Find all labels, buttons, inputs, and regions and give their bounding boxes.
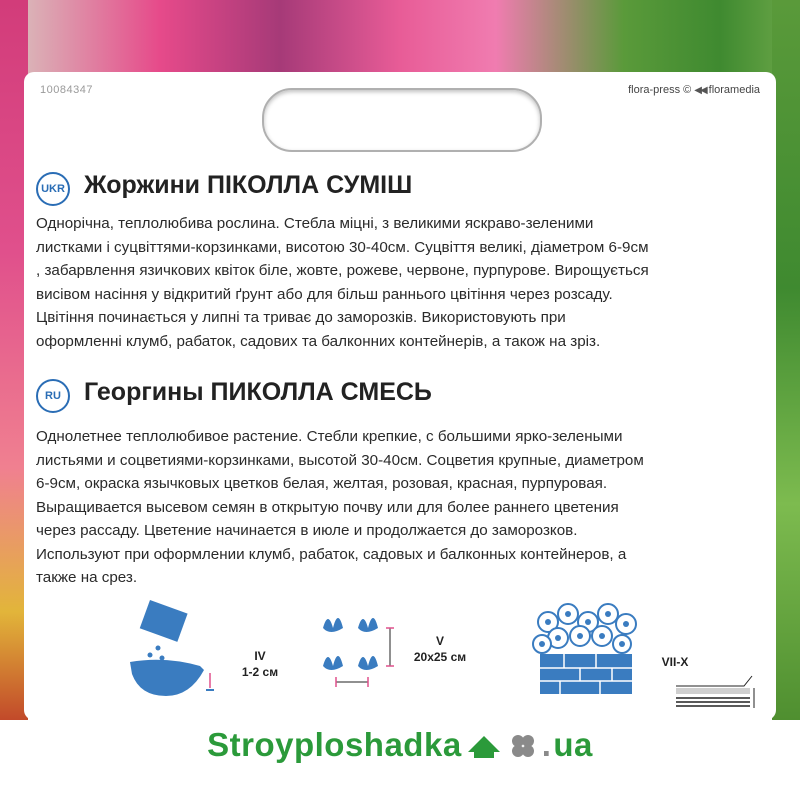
title-ukr-normal: Жоржини	[84, 171, 201, 199]
text-line: , забарвлення язичкових квіток біле, жовте, рожеве, червоне, пурпурове. Вирощується	[36, 262, 649, 279]
clover-icon	[506, 730, 540, 760]
sowing-icon	[120, 598, 230, 698]
spacing-label	[405, 633, 475, 665]
text-line: также на срез.	[36, 569, 138, 586]
lang-badge-ru: RU	[36, 379, 70, 413]
watermark-tld: ua	[553, 726, 593, 763]
flower-photo-right	[772, 0, 800, 720]
credit-flora-press: flora-press ©	[628, 84, 692, 96]
text-line: Выращивается высевом семян в открытую почву или для более раннего цветения	[36, 498, 619, 516]
text-line: висівом насіння у відкритий ґрунт або для більш раннього цвітіння через розсаду.	[36, 285, 613, 303]
credit-floramedia: floramedia	[708, 84, 760, 96]
description-ukr	[36, 212, 764, 353]
sowing-label	[230, 648, 290, 680]
text-line: оформленні клумб, рабаток, садових та балконних контейнерів, а також на зріз.	[36, 332, 601, 350]
text-line: Однолетнее теплолюбивое растение. Стебли крепкие, с большими ярко-зелеными	[36, 428, 623, 445]
section-title-ukr	[84, 171, 412, 200]
title-ru-bold: ПИКОЛЛА СМЕСЬ	[210, 378, 432, 406]
text-line: листьями и соцветиями-корзинками, высотой 30-40см. Соцветия крупные, диаметром	[36, 451, 644, 469]
hanger-slot	[262, 88, 542, 152]
sowing-month: IV	[254, 649, 266, 663]
product-code: 10084347	[40, 84, 93, 96]
text-line: 6-9см, окраска язычковых цветков белая, желтая, розовая, красная, пурпуровая.	[36, 475, 608, 492]
description-ru	[36, 425, 764, 590]
watermark-name: Stroyploshadka	[207, 726, 462, 763]
bloom-calendar-icon	[674, 672, 764, 712]
lang-badge-ukr: UKR	[36, 172, 70, 206]
flower-photo-top	[0, 0, 800, 80]
site-watermark	[0, 726, 800, 764]
text-line: Используют при оформлении клумб, рабаток, садовых и балконных контейнеров, а	[36, 545, 627, 563]
floramedia-logo-icon: ◀◀	[694, 84, 706, 96]
photo-credit	[628, 84, 760, 96]
house-logo-icon	[464, 730, 504, 760]
title-ru-normal: Георгины	[84, 378, 204, 406]
text-line: листками і суцвіттями-корзинками, висотою 30-40см. Суцвіття великі, діаметром 6-9см	[36, 238, 649, 256]
flower-box-icon	[530, 600, 642, 698]
spacing-distance: 20x25 см	[413, 650, 467, 664]
sowing-depth: 1-2 см	[241, 665, 279, 679]
watermark-dot: .	[541, 726, 552, 763]
text-line: через рассаду. Цветение начинается в июле и продолжается до заморозков.	[36, 522, 578, 539]
text-line: Однорічна, теплолюбива рослина. Стебла міцні, з великими яскраво-зеленими	[36, 215, 594, 232]
section-title-ru	[84, 378, 432, 407]
plant-spacing-icon	[318, 600, 408, 690]
spacing-month: V	[435, 634, 444, 648]
bloom-months: VII-X	[661, 655, 689, 669]
title-ukr-bold: ПІКОЛЛА СУМІШ	[207, 171, 413, 199]
text-line: Цвітіння починається у липні та триває до заморозків. Використовують при	[36, 309, 566, 326]
